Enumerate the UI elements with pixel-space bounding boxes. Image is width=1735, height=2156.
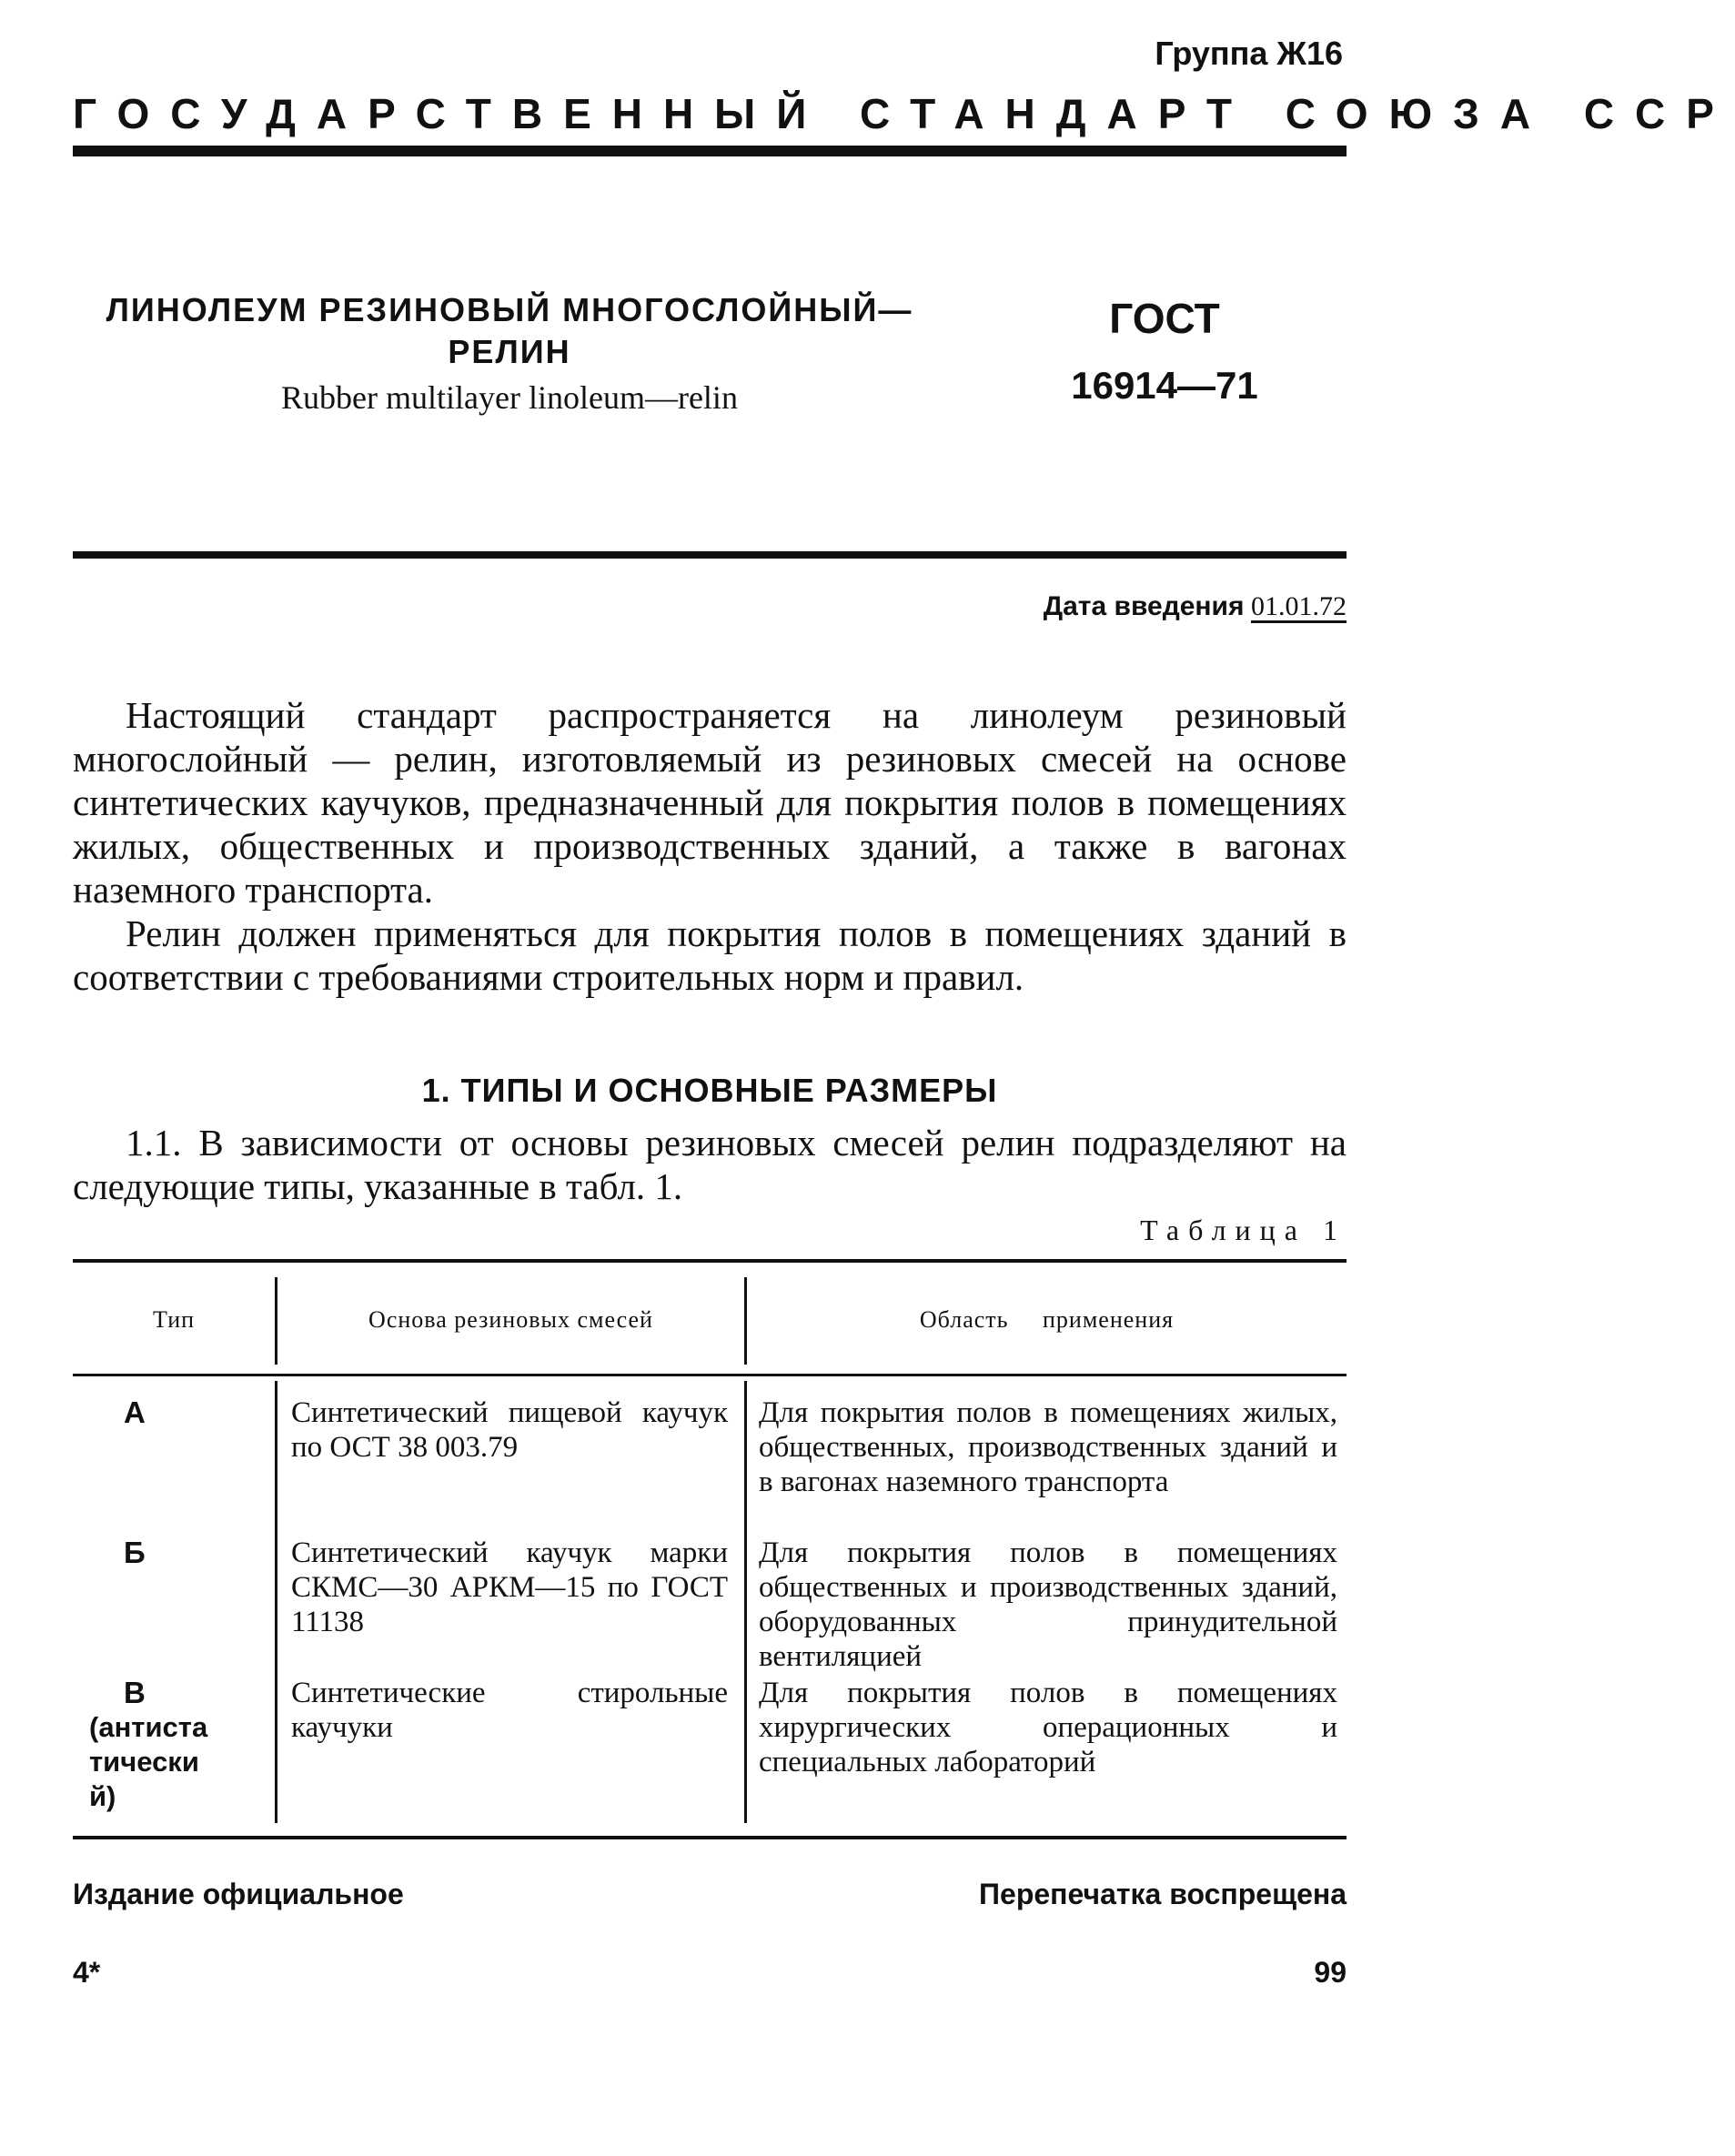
group-label: Группа Ж16 — [1155, 35, 1343, 72]
table-body-divider-2 — [744, 1381, 747, 1823]
table-bottom-rule — [73, 1836, 1347, 1839]
page-number: 99 — [1314, 1956, 1347, 1989]
table-body-divider-1 — [275, 1381, 277, 1823]
header-application: Область применения — [919, 1306, 1175, 1333]
title-rule — [73, 551, 1347, 559]
section-heading: 1. ТИПЫ И ОСНОВНЫЕ РАЗМЕРЫ — [421, 1072, 998, 1109]
row-v-base: Синтетические стирольные каучуки — [291, 1677, 728, 1744]
intro-date-label: Дата введения — [1043, 591, 1245, 621]
row-a-application: Для покрытия полов в помещениях жилых, общественных, производственных зданий и в вагонах наземного транспорта — [759, 1396, 1337, 1498]
row-v-type-note: (антистатический) — [89, 1711, 208, 1812]
clause-text — [73, 1121, 1347, 1208]
gost-block — [983, 291, 1347, 413]
gost-label: ГОСТ — [1109, 295, 1220, 342]
gost-number: 16914—71 — [1071, 364, 1258, 407]
title-ru-line2: РЕЛИН — [448, 333, 571, 370]
header-rule — [73, 146, 1347, 156]
intro-date-value: 01.01.72 — [1251, 591, 1347, 621]
table-header-rule — [73, 1374, 1347, 1376]
table-top-rule — [73, 1259, 1347, 1263]
title-en: Rubber multilayer linoleum—relin — [281, 379, 738, 416]
row-a-type: А — [124, 1395, 146, 1429]
row-b-application: Для покрытия полов в помещениях общественных и производственных зданий, оборудованных принудительной вентиляцией — [759, 1536, 1337, 1673]
state-standard-heading: ГОСУДАРСТВЕННЫЙ СТАНДАРТ СОЮЗА ССР — [73, 90, 1735, 137]
title-ru-line1: ЛИНОЛЕУМ РЕЗИНОВЫЙ МНОГОСЛОЙНЫЙ— — [106, 291, 913, 328]
table-types — [73, 1259, 1347, 1823]
row-b-type: Б — [124, 1536, 146, 1569]
footer-reprint-prohibited: Перепечатка воспрещена — [979, 1878, 1347, 1910]
table-caption: Таблица 1 — [1140, 1214, 1347, 1246]
header-type: Тип — [152, 1306, 196, 1333]
header-base: Основа резиновых смесей — [368, 1306, 653, 1333]
clause-1-1: 1.1. В зависимости от основы резиновых смесей релин подразделяют на следующие типы, указанные в табл. 1. — [73, 1122, 1347, 1207]
title-block — [73, 289, 946, 417]
page-mark-left: 4* — [73, 1956, 101, 1989]
row-v-application: Для покрытия полов в помещениях хирургических операционных и специальных лабораторий — [759, 1677, 1337, 1778]
paragraph-usage: Релин должен применяться для покрытия полов в помещениях зданий в соответствии с требованиями строительных норм и правил. — [73, 912, 1347, 998]
intro-date — [1044, 591, 1347, 622]
row-b-base: Синтетический каучук марки СКМС—30 АРКМ—15 по ГОСТ 11138 — [291, 1536, 728, 1638]
row-v-type: В — [124, 1676, 146, 1709]
paragraph-scope: Настоящий стандарт распространяется на линолеум резиновый многослойный — релин, изготовляемый из резиновых смесей на основе синтетических каучуков, предназначенный для покрытия полов в помещениях жилых, общественных и производственных зданий, а также в вагонах наземного транспорта. — [73, 694, 1347, 911]
intro-text — [73, 693, 1347, 999]
footer-official-edition: Издание официальное — [73, 1878, 404, 1910]
row-a-base: Синтетический пищевой каучук по ОСТ 38 003.79 — [291, 1396, 728, 1464]
